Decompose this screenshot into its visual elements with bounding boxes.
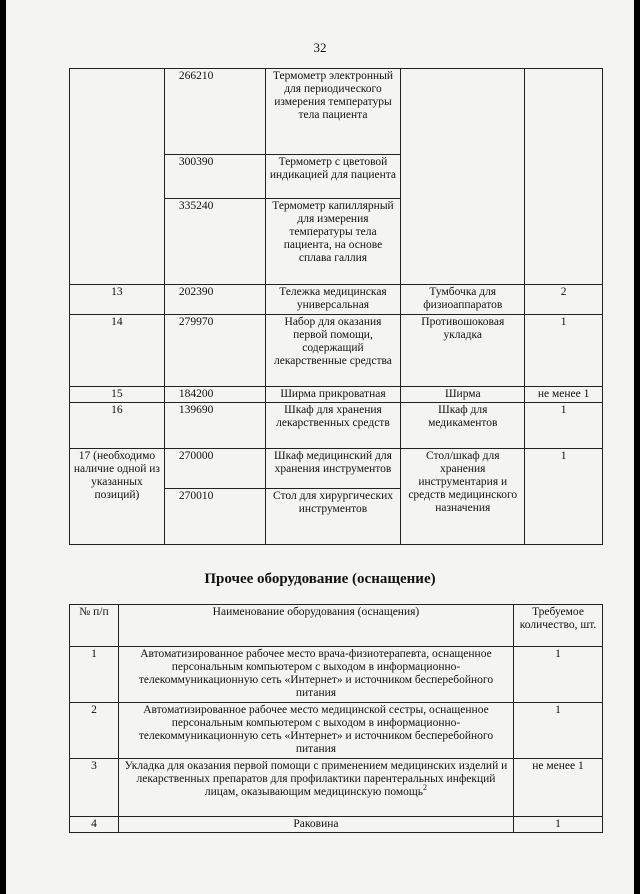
- required-quantity: не менее 1: [525, 387, 603, 403]
- table-row: [70, 449, 603, 489]
- section-title: Прочее оборудование (оснащение): [204, 571, 436, 587]
- item-code: 139690: [164, 403, 265, 449]
- row-number: 3: [70, 759, 119, 817]
- item-name: Термометр электронный для периодического измерения температуры тела пациента: [265, 69, 401, 155]
- item-code: 335240: [164, 199, 265, 285]
- item-name: Шкаф для хранения лекарственных средств: [265, 403, 401, 449]
- table-row: [70, 69, 603, 155]
- item-name: Термометр с цветовой индикацией для пациента: [265, 155, 401, 199]
- item-code: 270000: [164, 449, 265, 489]
- table-row: [70, 285, 603, 315]
- item-code: 202390: [164, 285, 265, 315]
- item-name: Термометр капиллярный для измерения температуры тела пациента, на основе сплава галлия: [265, 199, 401, 285]
- item-name: [118, 759, 513, 817]
- header-name: Наименование оборудования (оснащения): [118, 605, 513, 647]
- table-header-row: [70, 605, 603, 647]
- item-name: Шкаф медицинский для хранения инструментов: [265, 449, 401, 489]
- table-row: [70, 759, 603, 817]
- item-name-text: Укладка для оказания первой помощи с применением медицинских изделий и лекарственных препаратов для профилактики парентеральных инфекций лицам, оказывающим медицинскую помощь: [124, 760, 508, 798]
- required-quantity: не менее 1: [514, 759, 603, 817]
- row-number: 13: [70, 285, 165, 315]
- required-quantity: 1: [514, 703, 603, 759]
- required-quantity: 1: [525, 449, 603, 545]
- equipment-name: [401, 69, 525, 285]
- item-code: 300390: [164, 155, 265, 199]
- required-quantity: 2: [525, 285, 603, 315]
- required-quantity: 1: [514, 647, 603, 703]
- row-number: 16: [70, 403, 165, 449]
- footnote-marker: 2: [423, 783, 428, 793]
- document-page: [6, 0, 634, 894]
- page-number: 32: [313, 40, 327, 55]
- item-code: 279970: [164, 315, 265, 387]
- equipment-name: Шкаф для медикаментов: [401, 403, 525, 449]
- row-number: 2: [70, 703, 119, 759]
- required-quantity: 1: [514, 817, 603, 833]
- item-code: 266210: [164, 69, 265, 155]
- row-number: 1: [70, 647, 119, 703]
- table-row: [70, 817, 603, 833]
- item-name: Стол для хирургических инструментов: [265, 489, 401, 545]
- equipment-name: Ширма: [401, 387, 525, 403]
- equipment-name: Тумбочка для физиоаппаратов: [401, 285, 525, 315]
- required-quantity: [525, 69, 603, 285]
- item-name: Автоматизированное рабочее место медицинской сестры, оснащенное персональным компьютером с выходом в информационно-телекоммуникационную сеть «Интернет» и источником бесперебойного питания: [118, 703, 513, 759]
- header-number: № п/п: [70, 605, 119, 647]
- item-name: Набор для оказания первой помощи, содержащий лекарственные средства: [265, 315, 401, 387]
- other-equipment-table: [69, 604, 603, 833]
- row-number: 14: [70, 315, 165, 387]
- table-row: [70, 403, 603, 449]
- item-name: Автоматизированное рабочее место врача-физиотерапевта, оснащенное персональным компьютером с выходом в информационно-телекоммуникационную сеть «Интернет» и источником бесперебойного питания: [118, 647, 513, 703]
- row-number: [70, 69, 165, 285]
- item-name: Раковина: [118, 817, 513, 833]
- row-number: 4: [70, 817, 119, 833]
- table-row: [70, 387, 603, 403]
- equipment-name: Стол/шкаф для хранения инструментария и средств медицинского назначения: [401, 449, 525, 545]
- item-name: Ширма прикроватная: [265, 387, 401, 403]
- item-name: Тележка медицинская универсальная: [265, 285, 401, 315]
- required-quantity: 1: [525, 403, 603, 449]
- item-code: 184200: [164, 387, 265, 403]
- equipment-table-continued: [69, 68, 603, 545]
- row-number: 17 (необходимо наличие одной из указанных позиций): [70, 449, 165, 545]
- table-row: [70, 647, 603, 703]
- row-number: 15: [70, 387, 165, 403]
- required-quantity: 1: [525, 315, 603, 387]
- table-row: [70, 703, 603, 759]
- table-row: [70, 315, 603, 387]
- item-code: 270010: [164, 489, 265, 545]
- equipment-name: Противошоковая укладка: [401, 315, 525, 387]
- header-quantity: Требуемое количество, шт.: [514, 605, 603, 647]
